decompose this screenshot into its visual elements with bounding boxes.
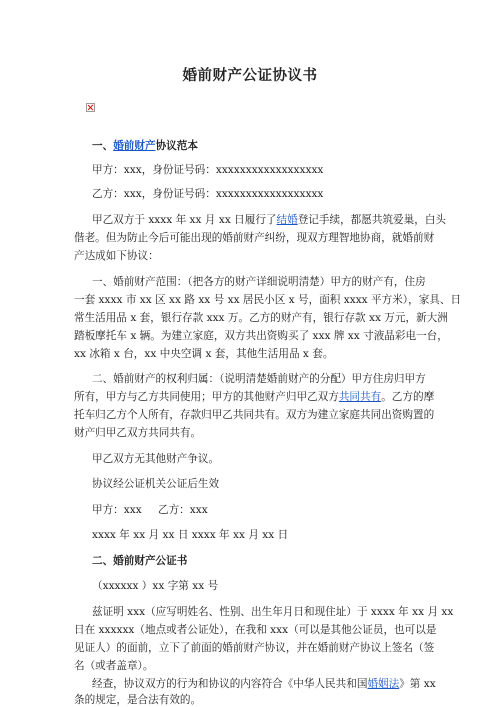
section2-heading: 二、婚前财产公证书 [92, 555, 188, 567]
p5-line1-text-a: 经查，协议双方的行为和协议的内容符合《中华人民共和国 [92, 678, 368, 690]
p3-line2-text-b: 。乙方的摩 [381, 391, 435, 403]
p2-line2: 一套 xxxx 市 xx 区 xx 路 xx 号 xx 居民小区 x 号，面积 xxxx 平方米），家具、日 [74, 294, 462, 306]
party-b-sign: 乙方：xxx [158, 504, 208, 516]
p1-line1-text-a: 甲乙双方于 xxxx 年 xx 月 xx 日履行了 [92, 214, 277, 226]
p1-line1-text-b: 登记手续，都愿共筑爱巢，白头 [297, 214, 447, 226]
p5-line1-text-b: 》第 xx [399, 678, 436, 690]
joint-ownership-link[interactable]: 共同共有 [338, 391, 382, 403]
p2-line3: 常生活用品 x 套，银行存款 xxx 万。乙方的财产有，银行存款 xx 万元，新大洲 [74, 312, 448, 324]
p2-line1: 一、婚前财产范围：（把各方的财产详细说明清楚）甲方的财产有，住房 [92, 276, 426, 288]
marriage-law-link[interactable]: 婚姻法 [367, 678, 400, 690]
effective-line: 协议经公证机关公证后生效 [92, 478, 220, 490]
document-title: 婚前财产公证协议书 [182, 67, 318, 84]
p5-line1 [92, 676, 436, 691]
p4-line4: 名（或者盖章）。 [74, 660, 154, 672]
no-dispute-line: 甲乙双方无其他财产争议。 [92, 453, 220, 465]
marriage-link[interactable]: 结婚 [276, 214, 298, 226]
p4-line3: 见证人）的面前，立下了前面的婚前财产协议，并在婚前财产协议上签名（签 [74, 642, 435, 654]
p3-line1: 二、婚前财产的权利归属：（说明清楚婚前财产的分配）甲方住房归甲方 [92, 373, 426, 385]
p2-line5: xx 冰箱 x 台，xx 中央空调 x 套，其他生活用品 x 套。 [74, 348, 334, 360]
p4-line1: 兹证明 xxx（应写明姓名、性别、出生年月日和现住址）于 xxxx 年 xx 月 xx [92, 606, 454, 618]
p4-line2: 日在 xxxxxx（地点或者公证处），在我和 xxx（可以是其他公证员，也可以是 [74, 624, 437, 636]
party-a-sign: 甲方：xxx [92, 504, 142, 516]
p3-line4: 财产归甲乙双方共同共有。 [74, 427, 202, 439]
p3-line2-text-a: 所有，甲方与乙方共同使用；甲方的其他财产归甲乙双方 [74, 391, 339, 403]
p1-line2: 偕老。但为防止今后可能出现的婚前财产纠纷，现双方理智地协商，就婚前财 [74, 232, 435, 244]
p1-line3: 产达成如下协议： [74, 250, 159, 262]
section1-suffix: 协议范本 [155, 140, 198, 152]
party-b-line: 乙方：xxx，身份证号码：xxxxxxxxxxxxxxxxxx [92, 188, 324, 200]
p3-line2 [74, 389, 434, 404]
premarital-property-link[interactable]: 婚前财产 [113, 140, 156, 152]
certificate-number: （xxxxxx ）xx 字第 xx 号 [92, 580, 219, 592]
broken-image-icon [86, 103, 95, 112]
dates-line: xxxx 年 xx 月 xx 日 xxxx 年 xx 月 xx 日 [92, 529, 289, 541]
section1-prefix: 一、 [92, 140, 114, 152]
p2-line4: 踏板摩托车 x 辆。为建立家庭，双方共出资购买了 xxx 牌 xx 寸液晶彩电一台， [74, 330, 448, 342]
party-a-line: 甲方：xxx，身份证号码：xxxxxxxxxxxxxxxxxx [92, 164, 324, 176]
p3-line3: 托车归乙方个人所有，存款归甲乙共同共有。双方为建立家庭共同出资购置的 [74, 409, 435, 421]
p5-line2: 条的规定，是合法有效的。 [74, 694, 202, 706]
p1-line1 [92, 212, 446, 227]
section1-heading [92, 138, 198, 153]
